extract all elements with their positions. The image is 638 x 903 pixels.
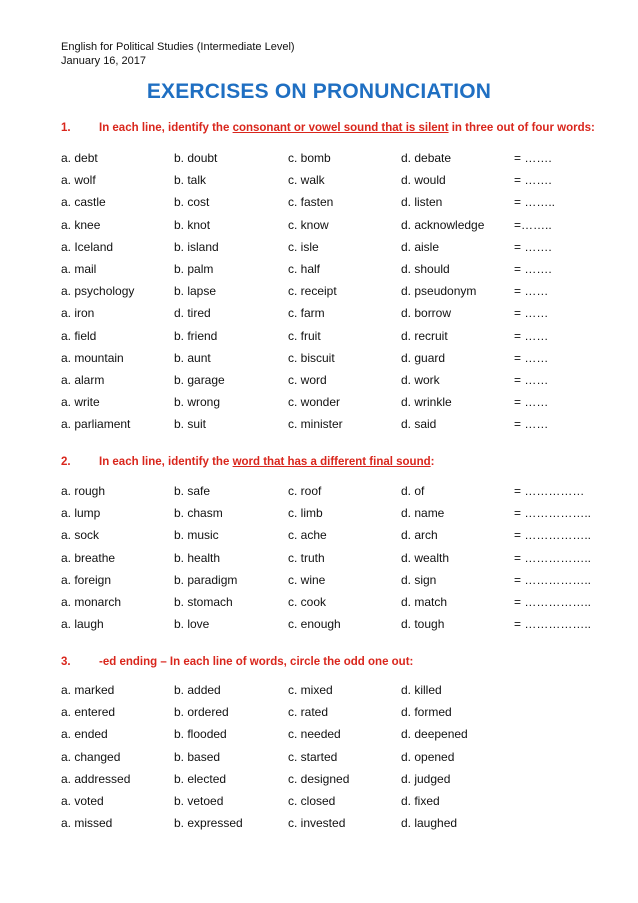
word-option: c. rated [288, 705, 329, 720]
word-option: b. elected [174, 771, 227, 786]
word-option: d. pseudonym [401, 284, 477, 299]
word-option: d. laughed [401, 816, 458, 831]
answer-blank: = …………….. [514, 550, 592, 565]
word-option: c. truth [288, 550, 325, 565]
word-option: c. enough [288, 617, 341, 632]
section-number: 3. [61, 656, 71, 668]
word-option: a. missed [61, 816, 113, 831]
word-option: d. tough [401, 617, 445, 632]
word-option: b. flooded [174, 727, 227, 742]
word-option: a. knee [61, 217, 101, 232]
section-heading-3 [61, 656, 413, 668]
page-title: EXERCISES ON PRONUNCIATION [146, 80, 492, 103]
word-option: a. monarch [61, 595, 122, 609]
word-option: d. recruit [401, 328, 448, 343]
word-option: a. Iceland [61, 239, 114, 254]
word-option: a. voted [61, 794, 104, 808]
word-option: a. marked [61, 683, 115, 697]
word-option: b. aunt [174, 350, 211, 365]
word-option: b. suit [174, 417, 207, 432]
word-option: a. changed [61, 749, 121, 764]
answer-blank: = …… [514, 395, 549, 410]
word-option: a. lump [61, 506, 101, 521]
word-option: d. listen [401, 195, 443, 210]
word-option: b. wrong [174, 395, 221, 410]
word-option: b. vetoed [174, 794, 224, 808]
answer-blank: = …………….. [514, 617, 592, 632]
section-instruction-end: : [430, 456, 435, 468]
section-instruction: In each line, identify the [99, 456, 233, 468]
word-option: a. breathe [61, 550, 116, 565]
answer-blank: = …………….. [514, 595, 592, 609]
answer-blank: = ……. [514, 173, 552, 188]
word-option: b. knot [174, 217, 211, 232]
section-heading-1 [61, 122, 595, 134]
section-instruction-underlined: word that has a different final sound [232, 456, 431, 468]
word-option: a. mountain [61, 350, 124, 365]
word-option: c. designed [288, 771, 350, 786]
answer-blank: = …… [514, 373, 549, 387]
word-option: a. field [61, 328, 97, 343]
word-option: b. added [174, 683, 221, 697]
word-option: a. rough [61, 484, 106, 498]
word-option: d. tired [174, 306, 211, 321]
word-option: c. roof [288, 484, 322, 498]
answer-blank: = …… [514, 417, 549, 432]
word-option: b. garage [174, 373, 225, 387]
section-number: 1. [61, 122, 71, 134]
word-option: d. sign [401, 572, 437, 587]
word-option: c. needed [288, 727, 341, 742]
word-option: d. wealth [401, 550, 450, 565]
word-option: c. started [288, 749, 338, 764]
word-option: b. expressed [174, 816, 243, 831]
word-option: b. doubt [174, 151, 218, 165]
header-course: English for Political Studies (Intermediate Level) [61, 41, 295, 53]
word-option: b. lapse [174, 284, 217, 299]
word-option: d. wrinkle [401, 395, 452, 410]
word-option: d. name [401, 506, 445, 521]
word-option: b. cost [174, 195, 210, 210]
word-option: b. talk [174, 173, 207, 188]
section-instruction-end: in three out of four words: [448, 122, 595, 134]
word-option: c. walk [288, 173, 325, 188]
word-option: a. laugh [61, 617, 104, 632]
word-option: a. ended [61, 727, 108, 742]
word-option: a. debt [61, 151, 98, 165]
word-option: c. invested [288, 816, 346, 831]
word-option: b. paradigm [174, 572, 238, 587]
answer-blank: = ……. [514, 151, 552, 165]
header-date: January 16, 2017 [61, 55, 147, 67]
word-option: c. word [288, 373, 327, 387]
word-option: d. killed [401, 683, 442, 697]
word-option: b. island [174, 239, 219, 254]
word-option: d. formed [401, 705, 452, 720]
word-option: a. entered [61, 705, 116, 720]
word-option: a. wolf [61, 173, 96, 188]
word-option: b. stomach [174, 595, 233, 609]
word-option: b. safe [174, 484, 211, 498]
word-option: d. opened [401, 749, 455, 764]
word-option: c. closed [288, 794, 336, 808]
answer-blank: =…….. [514, 217, 552, 232]
word-option: a. addressed [61, 771, 131, 786]
section-heading-2 [61, 456, 434, 468]
word-option: c. wonder [288, 395, 341, 410]
word-option: c. isle [288, 239, 319, 254]
word-option: d. work [401, 373, 440, 387]
word-option: a. foreign [61, 572, 112, 587]
section-instruction: -ed ending – In each line of words, circle the odd one out: [99, 656, 414, 668]
word-option: d. borrow [401, 306, 452, 321]
word-option: d. would [401, 173, 446, 188]
word-option: a. castle [61, 195, 106, 210]
word-option: c. farm [288, 306, 325, 321]
word-option: c. mixed [288, 683, 333, 697]
answer-blank: = …… [514, 328, 549, 343]
word-option: a. mail [61, 262, 97, 276]
word-option: b. health [174, 550, 221, 565]
word-option: c. fruit [288, 328, 321, 343]
word-option: c. half [288, 262, 321, 276]
answer-blank: = …… [514, 350, 549, 365]
word-option: a. parliament [61, 417, 131, 432]
section-instruction-underlined: consonant or vowel sound that is silent [232, 122, 449, 134]
word-option: d. acknowledge [401, 217, 485, 232]
word-option: b. love [174, 617, 210, 632]
answer-blank: = …………….. [514, 572, 592, 587]
word-option: c. minister [288, 417, 343, 432]
word-option: c. wine [288, 572, 326, 587]
word-option: d. said [401, 417, 437, 432]
answer-blank: = ……. [514, 262, 552, 276]
word-option: d. match [401, 595, 448, 609]
word-option: c. fasten [288, 195, 334, 210]
word-option: c. biscuit [288, 350, 335, 365]
answer-blank: = …… [514, 306, 549, 321]
word-option: d. debate [401, 151, 452, 165]
word-option: b. ordered [174, 705, 229, 720]
answer-blank: = …….. [514, 195, 556, 210]
word-option: c. receipt [288, 284, 337, 299]
word-option: b. friend [174, 328, 218, 343]
word-option: c. bomb [288, 151, 331, 165]
word-option: c. cook [288, 595, 327, 609]
word-option: a. psychology [61, 284, 135, 299]
word-option: d. arch [401, 528, 438, 543]
answer-blank: = …………….. [514, 528, 592, 543]
word-option: d. of [401, 484, 425, 498]
word-option: c. ache [288, 528, 327, 543]
word-option: b. based [174, 749, 221, 764]
answer-blank: = …………… [514, 484, 585, 498]
section-number: 2. [61, 456, 71, 468]
answer-blank: = …… [514, 284, 549, 299]
word-option: a. sock [61, 528, 100, 543]
word-option: b. chasm [174, 506, 223, 521]
word-option: d. judged [401, 771, 451, 786]
word-option: d. aisle [401, 239, 440, 254]
section-instruction: In each line, identify the [99, 122, 233, 134]
word-option: a. alarm [61, 373, 105, 387]
word-option: a. iron [61, 306, 95, 321]
answer-blank: = ……. [514, 239, 552, 254]
word-option: b. palm [174, 262, 214, 276]
word-option: c. know [288, 217, 329, 232]
word-option: d. deepened [401, 727, 468, 742]
word-option: b. music [174, 528, 219, 543]
word-option: a. write [61, 395, 100, 410]
answer-blank: = …………….. [514, 506, 592, 521]
word-option: d. guard [401, 350, 446, 365]
word-option: c. limb [288, 506, 323, 521]
word-option: d. should [401, 262, 450, 276]
word-option: d. fixed [401, 794, 440, 808]
